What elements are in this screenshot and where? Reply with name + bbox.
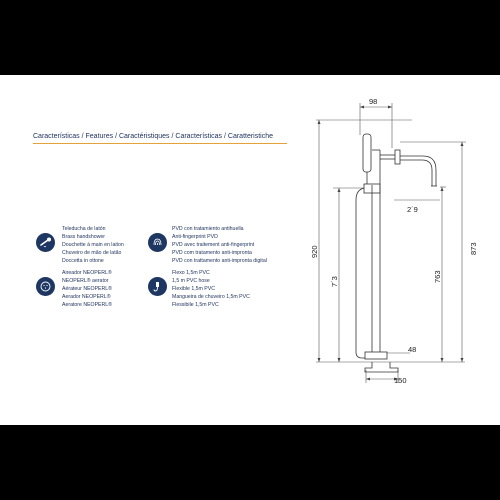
spout-inner [400,160,432,186]
dim-873-label: 873 [469,242,478,255]
floor-base [365,352,387,359]
arrow [360,106,364,109]
dim-150-label: 150 [394,376,407,385]
dim-713-label: 7´3 [330,276,339,287]
features-title: Características / Features / Caractéristiques / Características / Caratteristiche [33,133,274,140]
hose-feature-text: Flexo 1,5m PVC 1,5 m PVC hose Flexible 1,5m PVC Mangueira de chuveiro 1,5m PVC Flessibile 1,5m PVC [172,270,250,308]
arrow [388,106,392,109]
dim-763-label: 763 [433,270,442,283]
arrow [318,120,321,124]
arrow [338,188,341,192]
hand-shower-feature-text: Teleducha de latón Brass handshower Douchette à main en laiton Chuveiro de mão de latão Doccetta in ottone [62,226,124,264]
dim-219-label: 2´9 [407,205,418,214]
arrow [318,358,321,362]
spout-outer [400,156,436,186]
arrow [441,358,444,362]
dim-98-label: 98 [369,97,378,106]
under-floor-fixing [365,362,398,372]
arrow [366,378,370,381]
arrow [338,358,341,362]
aerator-feature-text: Aireador NEOPERL® NEOPERL® aerator Aérateur NEOPERL® Aerador NEOPERL® Aeratore NEOPERL® [62,270,112,308]
dim-920-label: 920 [310,245,319,258]
lever-handle [395,150,400,164]
arrow [461,142,464,146]
hand-shower [363,134,371,172]
dim-48-label: 48 [408,345,417,354]
anti-fingerprint-feature-text: PVD con tratamiento antihuella Anti-fingerprint PVD PVD avec traitement anti-fingerprint PVD com tratamento anti-impronta PVD con trattamento anti-impronta digital [172,226,267,264]
arrow [441,187,444,191]
shower-hose [356,188,372,358]
arrow [461,358,464,362]
